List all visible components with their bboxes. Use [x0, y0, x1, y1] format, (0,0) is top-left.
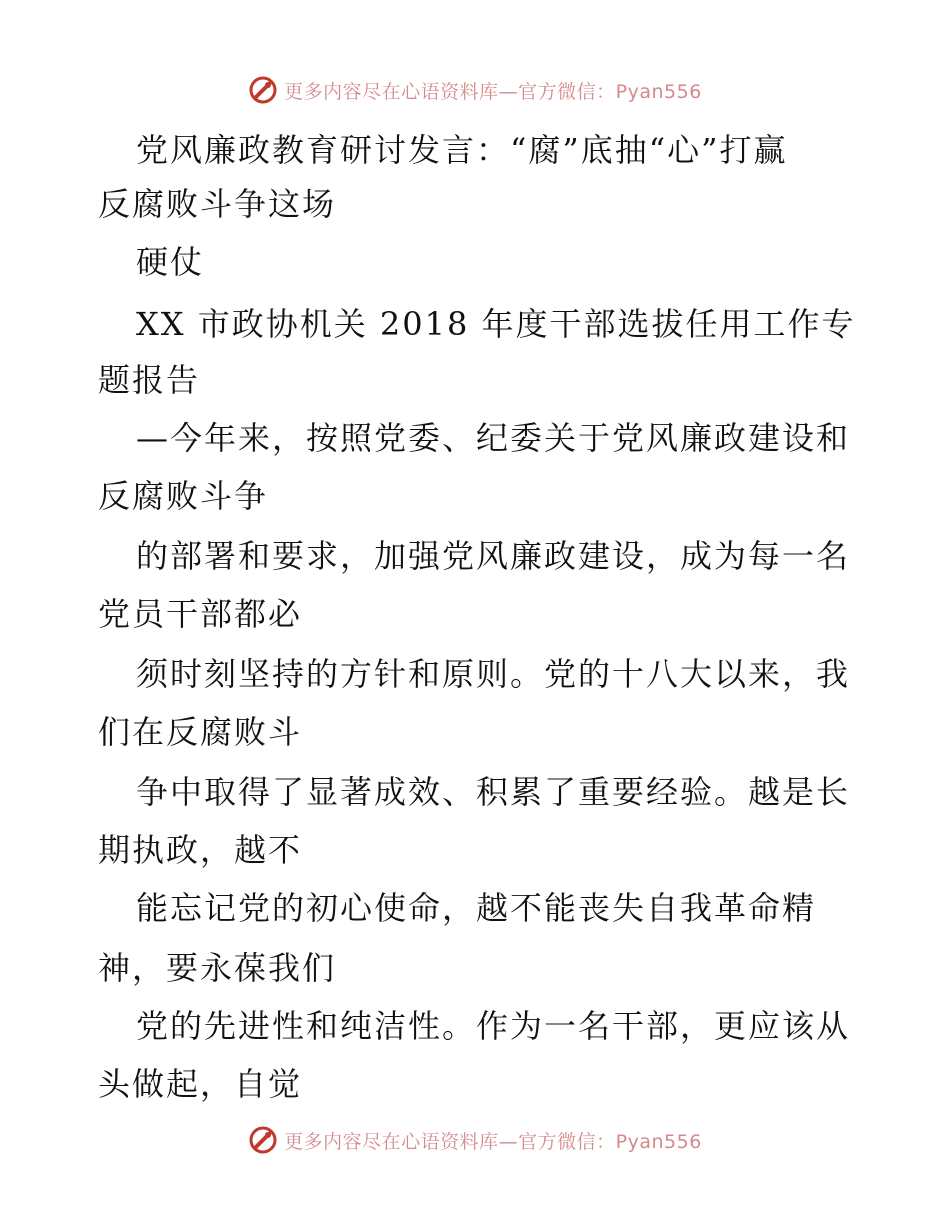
- footer-watermark: [0, 1120, 950, 1160]
- doc-line: 题报告: [98, 361, 201, 399]
- header-watermark: [0, 70, 950, 110]
- doc-line: 硬仗: [136, 243, 205, 281]
- doc-line: 党员干部都必: [98, 595, 303, 633]
- doc-line: 党风廉政教育研讨发言：“腐”底抽“心”打赢: [136, 131, 788, 169]
- doc-line: 们在反腐败斗: [98, 713, 303, 751]
- watermark-text: 更多内容尽在心语资料库—官方微信：Pyan556: [284, 80, 702, 103]
- doc-line: 反腐败斗争: [98, 477, 269, 515]
- doc-line: 期执政，越不: [98, 831, 303, 869]
- brush-circle-logo-icon: [248, 75, 278, 105]
- doc-line: 党的先进性和纯洁性。作为一名干部，更应该从: [136, 1007, 851, 1045]
- doc-line: XX 市政协机关 2018 年度干部选拔任用工作专: [136, 305, 856, 343]
- doc-line: 头做起，自觉: [98, 1065, 303, 1103]
- doc-line: 的部署和要求，加强党风廉政建设，成为每一名: [136, 537, 851, 575]
- doc-line: 能忘记党的初心使命，越不能丧失自我革命精: [136, 889, 817, 927]
- watermark-text: 更多内容尽在心语资料库—官方微信：Pyan556: [284, 1130, 702, 1153]
- doc-line: 神，要永葆我们: [98, 949, 337, 987]
- doc-line: —今年来，按照党委、纪委关于党风廉政建设和: [136, 419, 851, 457]
- doc-line: 反腐败斗争这场: [98, 185, 337, 223]
- doc-line: 须时刻坚持的方针和原则。党的十八大以来，我: [136, 655, 851, 693]
- doc-line: 争中取得了显著成效、积累了重要经验。越是长: [136, 773, 851, 811]
- brush-circle-logo-icon: [248, 1125, 278, 1155]
